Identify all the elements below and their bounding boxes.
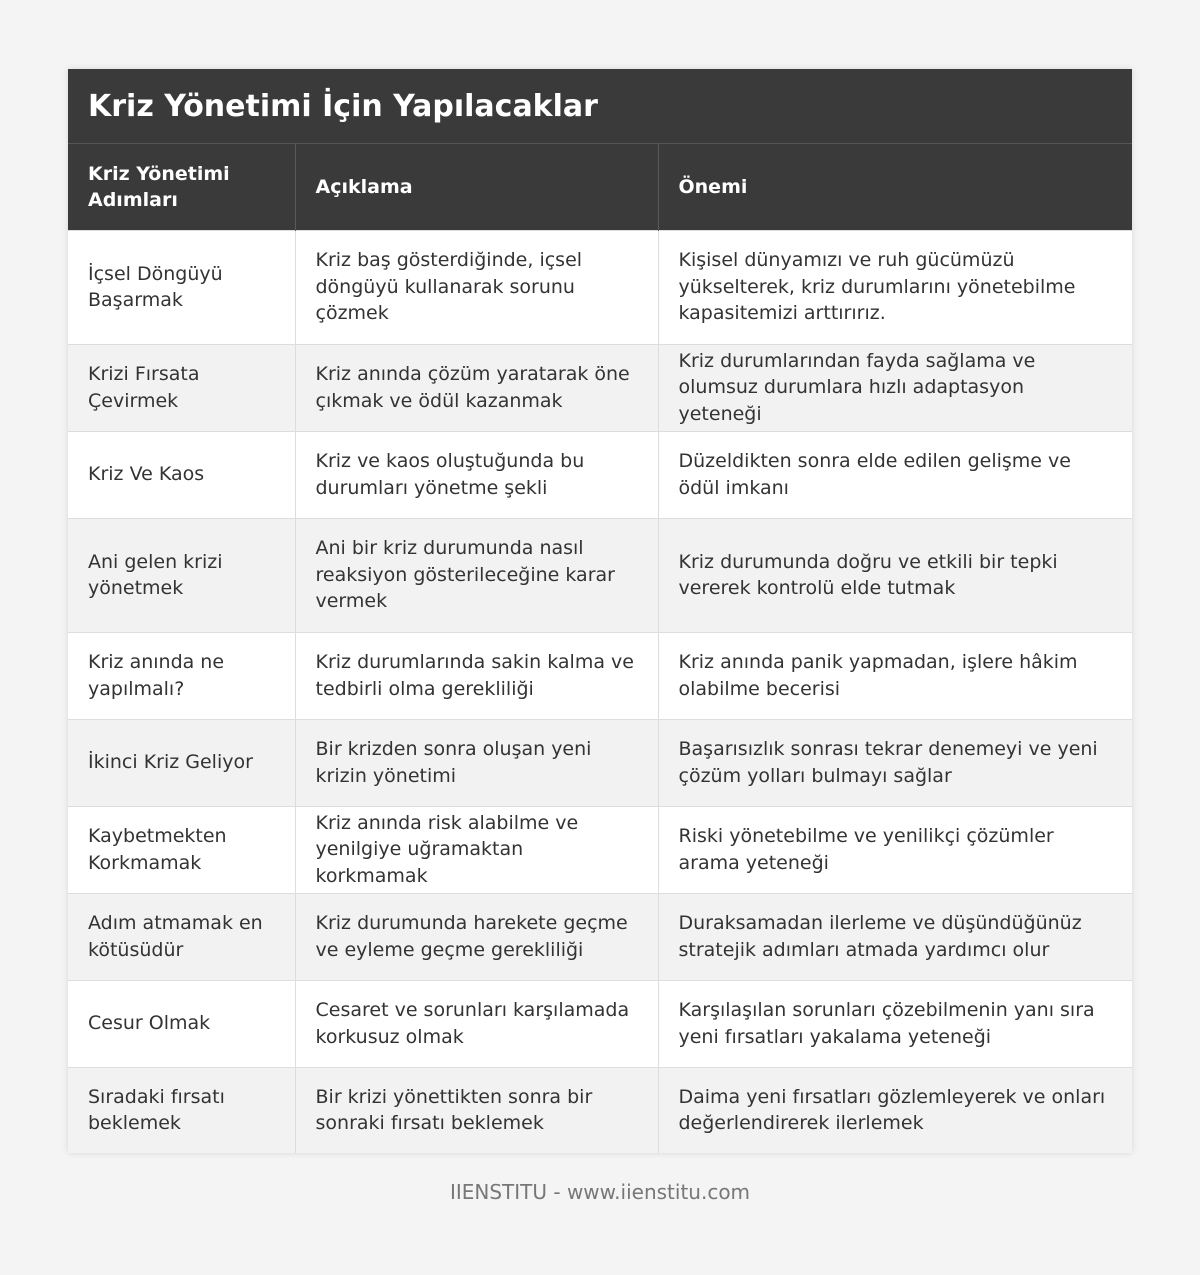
cell-step: Cesur Olmak [68, 980, 295, 1067]
cell-step: Ani gelen krizi yönetmek [68, 518, 295, 632]
cell-step: Kaybetmekten Korkmamak [68, 806, 295, 893]
cell-importance: Daima yeni fırsatları gözlemleyerek ve onları değerlendirerek ilerlemek [658, 1067, 1132, 1153]
table-row [68, 980, 1132, 1067]
cell-step: Kriz anında ne yapılmalı? [68, 632, 295, 719]
crisis-table [68, 144, 1132, 1153]
cell-description: Kriz durumunda harekete geçme ve eyleme geçme gerekliliği [295, 893, 658, 980]
table-row [68, 632, 1132, 719]
table-row [68, 719, 1132, 806]
cell-description: Bir krizden sonra oluşan yeni krizin yönetimi [295, 719, 658, 806]
cell-step: Sıradaki fırsatı beklemek [68, 1067, 295, 1153]
cell-description: Ani bir kriz durumunda nasıl reaksiyon gösterileceğine karar vermek [295, 518, 658, 632]
cell-description: Kriz anında risk alabilme ve yenilgiye uğramaktan korkmamak [295, 806, 658, 893]
cell-description: Bir krizi yönettikten sonra bir sonraki fırsatı beklemek [295, 1067, 658, 1153]
table-row [68, 431, 1132, 518]
table-row [68, 806, 1132, 893]
cell-importance: Başarısızlık sonrası tekrar denemeyi ve yeni çözüm yolları bulmayı sağlar [658, 719, 1132, 806]
table-card [68, 69, 1132, 1153]
cell-step: İçsel Döngüyü Başarmak [68, 230, 295, 344]
cell-importance: Duraksamadan ilerleme ve düşündüğünüz stratejik adımları atmada yardımcı olur [658, 893, 1132, 980]
table-row [68, 893, 1132, 980]
cell-step: İkinci Kriz Geliyor [68, 719, 295, 806]
cell-description: Cesaret ve sorunları karşılamada korkusuz olmak [295, 980, 658, 1067]
cell-description: Kriz anında çözüm yaratarak öne çıkmak ve ödül kazanmak [295, 344, 658, 431]
cell-step: Krizi Fırsata Çevirmek [68, 344, 295, 431]
cell-importance: Düzeldikten sonra elde edilen gelişme ve ödül imkanı [658, 431, 1132, 518]
cell-importance: Kişisel dünyamızı ve ruh gücümüzü yükselterek, kriz durumlarını yönetebilme kapasitemizi arttırırız. [658, 230, 1132, 344]
header-importance: Önemi [658, 144, 1132, 230]
header-row [68, 144, 1132, 230]
table-row [68, 344, 1132, 431]
table-row [68, 230, 1132, 344]
cell-importance: Riski yönetebilme ve yenilikçi çözümler arama yeteneği [658, 806, 1132, 893]
cell-importance: Karşılaşılan sorunları çözebilmenin yanı sıra yeni fırsatları yakalama yeteneği [658, 980, 1132, 1067]
footer-credit: IIENSTITU - www.iienstitu.com [449, 1180, 751, 1204]
header-description: Açıklama [295, 144, 658, 230]
cell-description: Kriz ve kaos oluştuğunda bu durumları yönetme şekli [295, 431, 658, 518]
header-steps: Kriz Yönetimi Adımları [68, 144, 295, 230]
cell-importance: Kriz anında panik yapmadan, işlere hâkim olabilme becerisi [658, 632, 1132, 719]
table-title: Kriz Yönetimi İçin Yapılacaklar [68, 69, 1132, 144]
cell-step: Adım atmamak en kötüsüdür [68, 893, 295, 980]
cell-importance: Kriz durumlarından fayda sağlama ve olumsuz durumlara hızlı adaptasyon yeteneği [658, 344, 1132, 431]
cell-description: Kriz baş gösterdiğinde, içsel döngüyü kullanarak sorunu çözmek [295, 230, 658, 344]
table-row [68, 518, 1132, 632]
table-row [68, 1067, 1132, 1153]
cell-step: Kriz Ve Kaos [68, 431, 295, 518]
cell-description: Kriz durumlarında sakin kalma ve tedbirli olma gerekliliği [295, 632, 658, 719]
cell-importance: Kriz durumunda doğru ve etkili bir tepki vererek kontrolü elde tutmak [658, 518, 1132, 632]
